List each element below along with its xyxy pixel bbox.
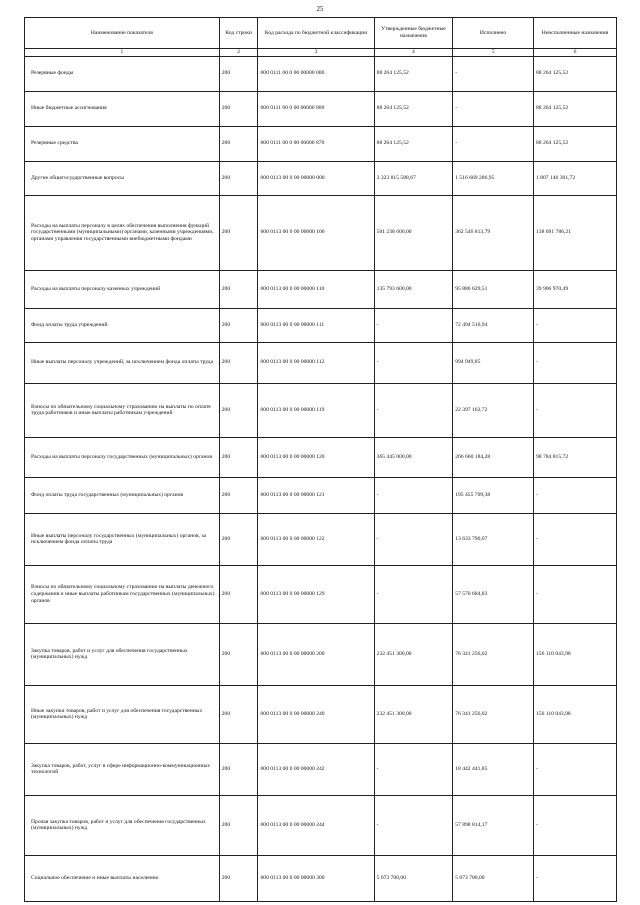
row-expense-code: 000 0111 00 0 00 00000 800 <box>258 91 374 126</box>
row-expense-code: 000 0113 00 0 00 00000 121 <box>258 477 374 513</box>
row-executed: 72 494 516,94 <box>453 308 534 342</box>
row-unexecuted: 156 110 043,98 <box>533 623 616 685</box>
row-name: Закупка товаров, работ, услуг в сфере информационно-коммуникационных технологий <box>25 743 220 795</box>
row-unexecuted: 98 784 815,72 <box>533 437 616 477</box>
row-executed: 994 949,85 <box>453 342 534 383</box>
table-row <box>25 623 617 685</box>
row-expense-code: 000 0113 00 0 00 00000 244 <box>258 795 374 855</box>
row-name: Иные выплаты персоналу государственных (муниципальных) органов, за исключением фонда оплаты труда <box>25 513 220 565</box>
row-line-code: 200 <box>219 685 258 743</box>
header-indicator-name: Наименование показателя <box>25 18 220 49</box>
row-executed: 22 397 162,72 <box>453 383 534 437</box>
row-approved: 88 264 125,52 <box>374 56 453 91</box>
row-line-code: 200 <box>219 195 258 270</box>
table-row <box>25 477 617 513</box>
row-approved: - <box>374 743 453 795</box>
row-executed: 95 886 629,51 <box>453 270 534 308</box>
row-approved: 135 793 600,00 <box>374 270 453 308</box>
row-executed: 57 898 814,17 <box>453 795 534 855</box>
table-row <box>25 270 617 308</box>
row-executed: 76 341 256,02 <box>453 685 534 743</box>
column-number: 6 <box>533 49 616 57</box>
column-number: 5 <box>453 49 534 57</box>
row-line-code: 200 <box>219 270 258 308</box>
row-executed: - <box>453 126 534 161</box>
row-executed: - <box>453 56 534 91</box>
row-unexecuted: - <box>533 308 616 342</box>
row-approved: 501 238 600,00 <box>374 195 453 270</box>
table-row <box>25 91 617 126</box>
table-row <box>25 161 617 195</box>
row-approved: - <box>374 308 453 342</box>
row-line-code: 200 <box>219 477 258 513</box>
row-expense-code: 000 0113 00 0 00 00000 119 <box>258 383 374 437</box>
row-expense-code: 000 0111 00 0 00 00000 870 <box>258 126 374 161</box>
row-name: Закупка товаров, работ и услуг для обеспечения государственных (муниципальных) нужд <box>25 623 220 685</box>
header-unexecuted: Неисполненные назначения <box>533 18 616 49</box>
row-name: Резервные средства <box>25 126 220 161</box>
row-unexecuted: 88 264 125,52 <box>533 56 616 91</box>
row-name: Расходы на выплаты персоналу государственных (муниципальных) органов <box>25 437 220 477</box>
table-row <box>25 195 617 270</box>
row-line-code: 200 <box>219 743 258 795</box>
row-unexecuted: 88 264 125,52 <box>533 91 616 126</box>
table-row <box>25 126 617 161</box>
row-expense-code: 000 0113 00 0 00 00000 110 <box>258 270 374 308</box>
row-name: Расходы на выплаты персоналу казенных учреждений <box>25 270 220 308</box>
row-line-code: 200 <box>219 565 258 623</box>
row-executed: 18 442 441,85 <box>453 743 534 795</box>
row-unexecuted: - <box>533 743 616 795</box>
row-expense-code: 000 0113 00 0 00 00000 111 <box>258 308 374 342</box>
row-unexecuted: - <box>533 795 616 855</box>
row-name: Прочая закупка товаров, работ и услуг для обеспечения государственных (муниципальных) нужд <box>25 795 220 855</box>
row-line-code: 200 <box>219 623 258 685</box>
row-name: Расходы на выплаты персоналу в целях обеспечения выполнения функций государственными (муниципальными) органами, казенными учреждениями, органами управления государственными внебюджетными фондами <box>25 195 220 270</box>
row-unexecuted: - <box>533 383 616 437</box>
column-number: 3 <box>258 49 374 57</box>
header-approved: Утвержденные бюджетные назначения <box>374 18 453 49</box>
table-row <box>25 437 617 477</box>
row-line-code: 200 <box>219 383 258 437</box>
column-number: 1 <box>25 49 220 57</box>
row-expense-code: 000 0113 00 0 00 00000 240 <box>258 685 374 743</box>
row-approved: 88 264 125,52 <box>374 91 453 126</box>
table-row <box>25 308 617 342</box>
header-expense-code: Код расхода по бюджетной классификации <box>258 18 374 49</box>
row-name: Фонд оплаты труда государственных (муниципальных) органов <box>25 477 220 513</box>
row-approved: 232 451 300,00 <box>374 623 453 685</box>
row-expense-code: 000 0113 00 0 00 00000 000 <box>258 161 374 195</box>
row-expense-code: 000 0113 00 0 00 00000 300 <box>258 855 374 901</box>
row-line-code: 200 <box>219 161 258 195</box>
row-executed: 57 570 684,83 <box>453 565 534 623</box>
row-approved: 5 073 700,00 <box>374 855 453 901</box>
row-expense-code: 000 0113 00 0 00 00000 200 <box>258 623 374 685</box>
table-row <box>25 855 617 901</box>
row-line-code: 200 <box>219 56 258 91</box>
row-line-code: 200 <box>219 855 258 901</box>
row-approved: - <box>374 477 453 513</box>
row-unexecuted: - <box>533 855 616 901</box>
header-executed: Исполнено <box>453 18 534 49</box>
row-executed: 76 341 256,02 <box>453 623 534 685</box>
page-number: 25 <box>316 5 324 13</box>
row-line-code: 200 <box>219 126 258 161</box>
row-unexecuted: 1 807 146 301,72 <box>533 161 616 195</box>
row-line-code: 200 <box>219 795 258 855</box>
header-line-code: Код строки <box>219 18 258 49</box>
row-line-code: 200 <box>219 342 258 383</box>
row-executed: 266 660 184,28 <box>453 437 534 477</box>
header-row <box>25 18 617 49</box>
row-name: Взносы по обязательному социальному страхованию на выплаты денежного содержания и иные выплаты работникам государственных (муниципальных) органов <box>25 565 220 623</box>
row-unexecuted: 39 906 970,49 <box>533 270 616 308</box>
row-expense-code: 000 0113 00 0 00 00000 100 <box>258 195 374 270</box>
row-line-code: 200 <box>219 91 258 126</box>
row-unexecuted: - <box>533 342 616 383</box>
row-approved: - <box>374 795 453 855</box>
row-approved: 3 323 815 588,67 <box>374 161 453 195</box>
row-name: Иные закупки товаров, работ и услуг для обеспечения государственных (муниципальных) нужд <box>25 685 220 743</box>
table-row <box>25 513 617 565</box>
row-unexecuted: 156 110 043,98 <box>533 685 616 743</box>
table-row <box>25 342 617 383</box>
row-approved: - <box>374 513 453 565</box>
row-executed: 362 546 813,79 <box>453 195 534 270</box>
row-name: Фонд оплаты труда учреждений <box>25 308 220 342</box>
row-expense-code: 000 0113 00 0 00 00000 112 <box>258 342 374 383</box>
row-approved: 365 445 000,00 <box>374 437 453 477</box>
row-executed: 1 516 669 286,95 <box>453 161 534 195</box>
column-number: 2 <box>219 49 258 57</box>
row-approved: - <box>374 342 453 383</box>
row-executed: 13 633 790,07 <box>453 513 534 565</box>
row-approved: 232 451 300,00 <box>374 685 453 743</box>
row-expense-code: 000 0113 00 0 00 00000 122 <box>258 513 374 565</box>
row-name: Другие общегосударственные вопросы <box>25 161 220 195</box>
row-unexecuted: - <box>533 565 616 623</box>
column-number-row <box>25 49 617 57</box>
row-expense-code: 000 0113 00 0 00 00000 120 <box>258 437 374 477</box>
column-number: 4 <box>374 49 453 57</box>
table-row <box>25 795 617 855</box>
row-executed: - <box>453 91 534 126</box>
row-expense-code: 000 0113 00 0 00 00000 242 <box>258 743 374 795</box>
table-row <box>25 565 617 623</box>
row-unexecuted: 138 691 786,21 <box>533 195 616 270</box>
table-row <box>25 383 617 437</box>
table-row <box>25 743 617 795</box>
row-line-code: 200 <box>219 513 258 565</box>
row-name: Социальное обеспечение и иные выплаты населению <box>25 855 220 901</box>
row-expense-code: 000 0111 00 0 00 00000 000 <box>258 56 374 91</box>
row-name: Взносы по обязательному социальному страхованию на выплаты по оплате труда работников и иные выплаты работникам учреждений <box>25 383 220 437</box>
row-unexecuted: 88 264 125,52 <box>533 126 616 161</box>
row-approved: 88 264 125,52 <box>374 126 453 161</box>
budget-execution-table <box>24 17 617 902</box>
row-unexecuted: - <box>533 513 616 565</box>
row-expense-code: 000 0113 00 0 00 00000 129 <box>258 565 374 623</box>
row-approved: - <box>374 565 453 623</box>
row-executed: 5 073 700,00 <box>453 855 534 901</box>
row-unexecuted: - <box>533 477 616 513</box>
row-name: Резервные фонды <box>25 56 220 91</box>
table-row <box>25 56 617 91</box>
row-line-code: 200 <box>219 308 258 342</box>
row-name: Иные выплаты персоналу учреждений, за исключением фонда оплаты труда <box>25 342 220 383</box>
table-row <box>25 685 617 743</box>
row-line-code: 200 <box>219 437 258 477</box>
row-executed: 195 455 709,38 <box>453 477 534 513</box>
row-name: Иные бюджетные ассигнования <box>25 91 220 126</box>
row-approved: - <box>374 383 453 437</box>
